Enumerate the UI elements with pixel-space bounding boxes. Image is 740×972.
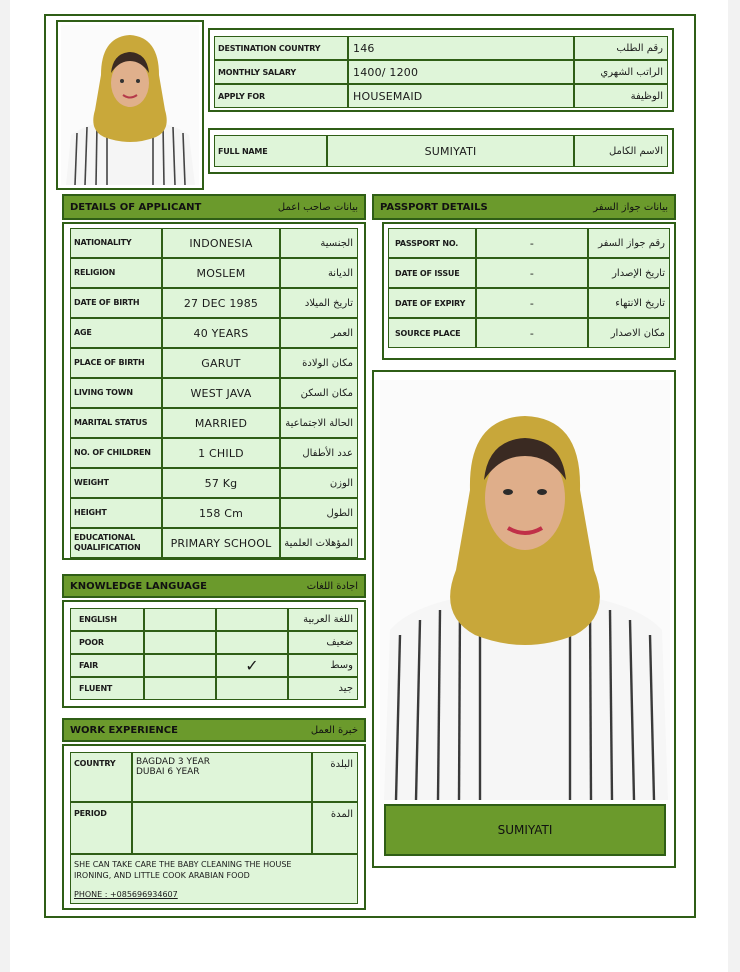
passport-row-arabic: رقم جواز السفر xyxy=(588,228,670,258)
small-photo-frame xyxy=(56,20,204,190)
language-row-spacer xyxy=(144,654,216,677)
application-row-arabic: الوظيفة xyxy=(574,84,668,108)
applicant-row-value: 158 Cm xyxy=(162,498,280,528)
work-country-label: COUNTRY xyxy=(70,752,132,802)
language-row-label: FLUENT xyxy=(70,677,144,700)
passport-section-header xyxy=(372,194,676,220)
applicant-row-label: WEIGHT xyxy=(70,468,162,498)
portrait-image-icon xyxy=(380,380,670,800)
work-notes-line-1: SHE CAN TAKE CARE THE BABY CLEANING THE HOUSE xyxy=(74,860,292,869)
language-row-check: ✓ xyxy=(216,654,288,677)
applicant-row-value: MARRIED xyxy=(162,408,280,438)
work-country-arabic: البلدة xyxy=(312,752,358,802)
applicant-row-label: PLACE OF BIRTH xyxy=(70,348,162,378)
applicant-section-header xyxy=(62,194,366,220)
language-row-arabic: اللغة العربية xyxy=(288,608,358,631)
work-section-title-arabic: خبرة العمل xyxy=(310,724,358,736)
applicant-row-label: DATE OF BIRTH xyxy=(70,288,162,318)
language-row-check xyxy=(216,608,288,631)
large-portrait-photo xyxy=(380,380,670,800)
applicant-row-value: 27 DEC 1985 xyxy=(162,288,280,318)
language-row-label: ENGLISH xyxy=(70,608,144,631)
applicant-row-arabic: المؤهلات العلمية xyxy=(280,528,358,558)
passport-row-value: - xyxy=(476,288,588,318)
work-notes-line-2: IRONING, AND LITTLE COOK ARABIAN FOOD xyxy=(74,871,250,880)
passport-row-arabic: مكان الاصدار xyxy=(588,318,670,348)
language-row-spacer xyxy=(144,608,216,631)
passport-row-value: - xyxy=(476,228,588,258)
cv-page xyxy=(10,0,728,972)
passport-row-arabic: تاريخ الانتهاء xyxy=(588,288,670,318)
work-period-label: PERIOD xyxy=(70,802,132,854)
language-row-arabic: وسط xyxy=(288,654,358,677)
application-row-label: DESTINATION COUNTRY xyxy=(214,36,348,60)
applicant-row-label: HEIGHT xyxy=(70,498,162,528)
passport-section-title-arabic: بيانات جواز السفر xyxy=(593,201,668,213)
full-name-arabic: الاسم الكامل xyxy=(574,135,668,167)
applicant-row-label: MARITAL STATUS xyxy=(70,408,162,438)
applicant-row-value: WEST JAVA xyxy=(162,378,280,408)
passport-row-label: DATE OF EXPIRY xyxy=(388,288,476,318)
work-notes xyxy=(70,854,358,904)
applicant-row-label: RELIGION xyxy=(70,258,162,288)
applicant-row-arabic: مكان السكن xyxy=(280,378,358,408)
work-phone: PHONE : +085696934607 xyxy=(74,890,178,899)
small-portrait-photo xyxy=(61,25,199,185)
work-country-value xyxy=(132,752,312,802)
language-row-spacer xyxy=(144,677,216,700)
application-row-label: MONTHLY SALARY xyxy=(214,60,348,84)
applicant-row-value: 40 YEARS xyxy=(162,318,280,348)
full-name-value: SUMIYATI xyxy=(327,135,574,167)
applicant-row-value: 1 CHILD xyxy=(162,438,280,468)
applicant-row-value: GARUT xyxy=(162,348,280,378)
language-row-spacer xyxy=(144,631,216,654)
applicant-row-label: LIVING TOWN xyxy=(70,378,162,408)
passport-row-label: PASSPORT NO. xyxy=(388,228,476,258)
applicant-row-arabic: الطول xyxy=(280,498,358,528)
passport-row-value: - xyxy=(476,258,588,288)
work-period-value xyxy=(132,802,312,854)
applicant-row-label: NATIONALITY xyxy=(70,228,162,258)
passport-section-title: PASSPORT DETAILS xyxy=(380,201,488,213)
application-row-arabic: رقم الطلب xyxy=(574,36,668,60)
application-row-value: 1400/ 1200 xyxy=(348,60,574,84)
applicant-section-title-arabic: بيانات صاحب اعمل xyxy=(277,201,358,213)
applicant-row-arabic: الحالة الاجتماعية xyxy=(280,408,358,438)
application-row-arabic: الراتب الشهري xyxy=(574,60,668,84)
applicant-row-arabic: مكان الولادة xyxy=(280,348,358,378)
application-row-value: 146 xyxy=(348,36,574,60)
language-section-title-arabic: اجادة اللغات xyxy=(306,580,358,592)
work-country-line-2: DUBAI 6 YEAR xyxy=(136,767,200,777)
applicant-row-label: NO. OF CHILDREN xyxy=(70,438,162,468)
applicant-row-value: MOSLEM xyxy=(162,258,280,288)
application-row-value: HOUSEMAID xyxy=(348,84,574,108)
language-section-header xyxy=(62,574,366,598)
applicant-row-arabic: العمر xyxy=(280,318,358,348)
work-section-title: WORK EXPERIENCE xyxy=(70,724,178,736)
applicant-row-arabic: تاريخ الميلاد xyxy=(280,288,358,318)
language-row-check xyxy=(216,631,288,654)
passport-row-arabic: تاريخ الإصدار xyxy=(588,258,670,288)
applicant-row-arabic: الوزن xyxy=(280,468,358,498)
applicant-row-value: INDONESIA xyxy=(162,228,280,258)
language-row-arabic: ضعيف xyxy=(288,631,358,654)
photo-caption-box xyxy=(384,804,666,856)
work-period-arabic: المدة xyxy=(312,802,358,854)
application-row-label: APPLY FOR xyxy=(214,84,348,108)
applicant-row-value: 57 Kg xyxy=(162,468,280,498)
applicant-row-arabic: الديانة xyxy=(280,258,358,288)
passport-row-value: - xyxy=(476,318,588,348)
applicant-row-arabic: عدد الأطفال xyxy=(280,438,358,468)
full-name-label: FULL NAME xyxy=(214,135,327,167)
language-row-label: FAIR xyxy=(70,654,144,677)
language-row-arabic: جيد xyxy=(288,677,358,700)
work-country-line-1: BAGDAD 3 YEAR xyxy=(136,757,211,767)
applicant-row-label: AGE xyxy=(70,318,162,348)
work-section-header xyxy=(62,718,366,742)
portrait-image-icon xyxy=(61,25,199,185)
applicant-row-value: PRIMARY SCHOOL xyxy=(162,528,280,558)
passport-row-label: DATE OF ISSUE xyxy=(388,258,476,288)
applicant-section-title: DETAILS OF APPLICANT xyxy=(70,201,202,213)
applicant-row-arabic: الجنسية xyxy=(280,228,358,258)
language-row-label: POOR xyxy=(70,631,144,654)
language-row-check xyxy=(216,677,288,700)
photo-caption: SUMIYATI xyxy=(497,823,553,837)
applicant-row-label: EDUCATIONAL QUALIFICATION xyxy=(70,528,162,558)
passport-row-label: SOURCE PLACE xyxy=(388,318,476,348)
language-section-title: KNOWLEDGE LANGUAGE xyxy=(70,580,207,592)
